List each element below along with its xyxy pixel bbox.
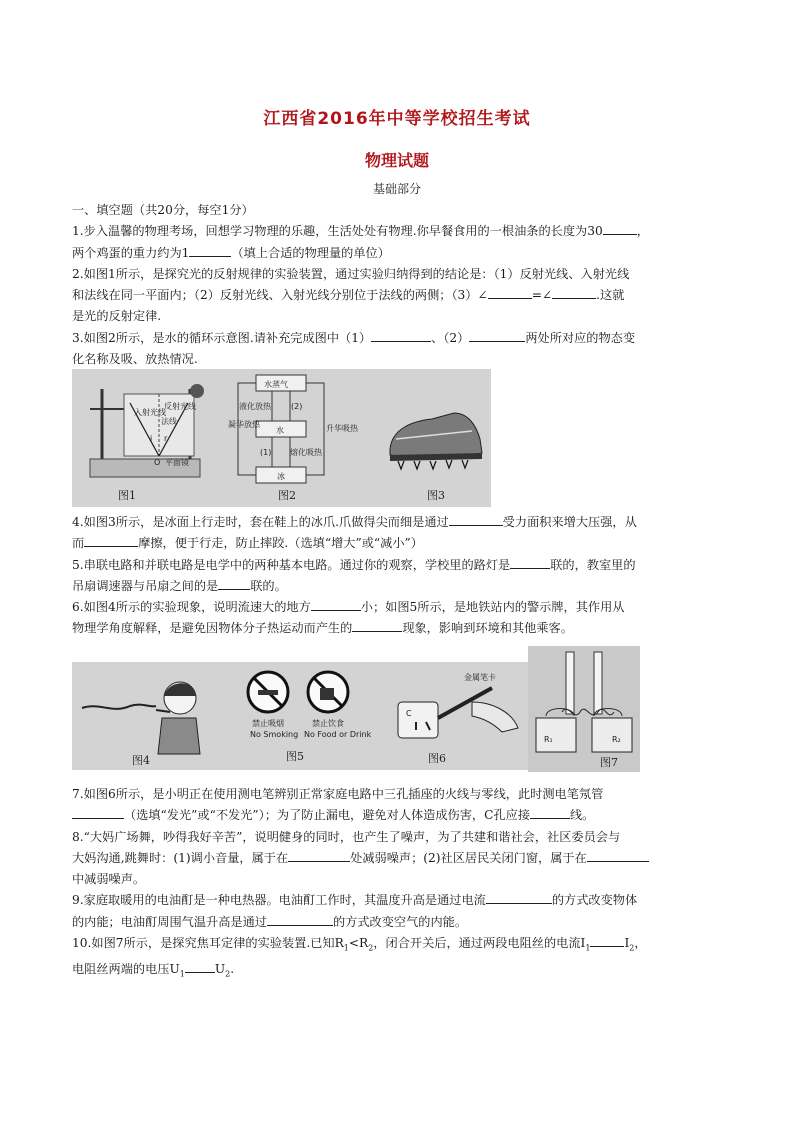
question-6-line-2: 物理学角度解释，是避免因物体分子热运动而产生的 现象，影响到环境和其他乘客。 (72, 621, 573, 636)
question-7-line-2: （选填“发光”或“不发光”）；为了防止漏电，避免对人体造成伤害，C孔应接 线。 (72, 805, 724, 826)
part-heading: 基础部分 (372, 182, 421, 196)
figure-7-joule-apparatus (528, 646, 640, 772)
question-1-line-2: 两个鸡蛋的重力约为1 （填上合适的物理量的单位） (72, 245, 390, 260)
mark-1: (1) (260, 448, 272, 457)
question-10-line-2: 电阻丝两端的电压$U_1$ $U_2$. (72, 961, 235, 979)
mirror-label: 平面镜 (165, 458, 189, 467)
no-smoking-en: No Smoking (250, 730, 299, 739)
answer-blank[interactable] (189, 245, 231, 257)
no-smoking-cn: 禁止吸烟 (252, 719, 284, 728)
answer-blank[interactable] (590, 935, 624, 947)
answer-blank[interactable] (72, 807, 124, 819)
liquefy-label: 液化放热 (239, 402, 271, 411)
figure-6-test-pen (398, 672, 518, 765)
figure-5-caption: 图5 (286, 750, 304, 763)
figure-7-caption: 图7 (600, 756, 618, 769)
question-3-line-1: 3.如图2所示，是水的循环示意图.请补充完成图中（1） 、（2） 两处所对应的物态变 (72, 330, 636, 345)
question-2-line-3: 是光的反射定律. (72, 309, 162, 324)
answer-blank[interactable] (552, 287, 596, 299)
question-4-line-2: 而 摩擦，便于行走，防止摔跤.（选填“增大”或“减小”） (72, 536, 423, 551)
socket-hole-c: C (406, 709, 412, 718)
answer-blank[interactable] (486, 892, 552, 904)
question-7-line-1: 7.如图6所示，是小明正在使用测电笔辨别正常家庭电路中三孔插座的火线与零线，此时测电笔氖管 (72, 787, 604, 801)
question-5-line-2: 吊扇调速器与吊扇之间的是 联的。 (72, 578, 287, 593)
angle-r-label: r (164, 434, 168, 443)
pen-clip-label: 金属笔卡 (464, 673, 496, 682)
water-box: 水 (276, 426, 284, 435)
figure-1-caption: 图1 (118, 489, 136, 502)
question-block-2 (72, 512, 724, 640)
melt-label: 熔化吸热 (290, 448, 322, 457)
figure-4-blowing-paper (82, 682, 200, 767)
figure-2-caption: 图2 (278, 489, 296, 502)
question-1-line-1: 1.步入温馨的物理考场，回想学习物理的乐趣，生活处处有物理.你早餐食用的一根油条的长度为30 ， (72, 224, 649, 239)
figure-strip-2 (72, 662, 528, 770)
question-2-line-2: 和法线在同一平面内；（2）反射光线、入射光线分别位于法线的两侧；（3）∠ =∠ .这就 (72, 288, 625, 303)
mark-2: (2) (291, 402, 303, 411)
answer-blank[interactable] (603, 223, 637, 235)
ice-box: 冰 (277, 472, 285, 481)
answer-blank[interactable] (530, 807, 570, 819)
answer-blank[interactable] (352, 620, 402, 632)
normal-label: 法线 (161, 417, 177, 426)
question-6-line-1: 6.如图4所示的实验现象，说明流速大的地方 小；如图5所示，是地铁站内的警示牌，其作用从 (72, 600, 625, 615)
question-4-line-1: 4.如图3所示，是冰面上行走时，套在鞋上的冰爪.爪做得尖而细是通过 受力面积来增大压强，从 (72, 515, 637, 529)
no-food-cn: 禁止饮食 (312, 719, 344, 728)
vapor-box: 水蒸气 (264, 380, 288, 389)
question-9-line-1: 9.家庭取暖用的电油酊是一种电热器。电油酊工作时，其温度升高是通过电流 的方式改变物体 (72, 893, 638, 908)
answer-blank[interactable] (84, 535, 138, 547)
question-3-line-2: 化名称及吸、放热情况. (72, 352, 198, 367)
incident-ray-label: 入射光线 (134, 408, 166, 417)
question-8-line-2: 大妈沟通,跳舞时：(1)调小音量，属于在 处减弱噪声；(2)社区居民关闭门窗，属于在 (72, 848, 724, 869)
question-10-line-1: 10.如图7所示，是探究焦耳定律的实验装置.已知$R_1<R_2$，闭合开关后，通过两段电阻丝的电流$I_1$ $I_2$， (72, 936, 647, 953)
sublimate-label: 凝华放热 (228, 420, 260, 429)
answer-blank[interactable] (488, 287, 532, 299)
answer-blank[interactable] (469, 330, 525, 342)
figure-4-caption: 图4 (132, 754, 150, 767)
answer-blank[interactable] (510, 557, 550, 569)
question-9-line-2: 的内能；电油酊周围气温升高是通过 的方式改变空气的内能。 (72, 914, 468, 929)
figure-2-water-cycle (228, 375, 359, 502)
answer-blank[interactable] (371, 330, 431, 342)
question-block-1 (72, 200, 724, 370)
answer-blank[interactable] (218, 578, 250, 590)
question-8-line-1: 8.“大妈广场舞，吵得我好辛苦”，说明健身的同时，也产生了噪声，为了共建和谐社会，社区委员会与 (72, 829, 621, 844)
answer-blank[interactable] (267, 914, 333, 926)
evaporate-label: 升华吸热 (326, 424, 358, 433)
no-food-en: No Food or Drink (304, 730, 372, 739)
exam-subtitle: 物理试题 (364, 151, 429, 170)
answer-blank[interactable] (587, 850, 649, 862)
question-2-line-1: 2.如图1所示，是探究光的反射规律的实验装置，通过实验归纳得到的结论是：（1）反射光线、入射光线 (72, 266, 630, 281)
figure-3-ice-cleat-shoe (390, 413, 482, 502)
figure-3-caption: 图3 (427, 489, 445, 502)
question-5-line-1: 5.串联电路和并联电路是电学中的两种基本电路。通过你的观察，学校里的路灯是 联的，教室里的 (72, 557, 636, 572)
figure-5-warning-signs (248, 672, 372, 763)
answer-blank[interactable] (311, 599, 361, 611)
answer-blank[interactable] (449, 514, 503, 526)
point-o-label: O (154, 458, 161, 467)
question-8-line-3: 中减弱噪声。 (72, 872, 146, 887)
figure-strip-1 (72, 369, 491, 507)
r2-label: R₂ (612, 735, 621, 744)
r1-label: R₁ (544, 735, 553, 744)
answer-blank[interactable] (185, 961, 215, 973)
section-heading: 一、填空题（共20分，每空1分） (72, 203, 254, 217)
reflected-ray-label: 反射光线 (164, 402, 196, 411)
question-block-3 (72, 784, 724, 985)
exam-title: 江西省2016年中等学校招生考试 (263, 109, 531, 129)
figure-6-caption: 图6 (428, 752, 446, 765)
angle-i-label: i (150, 434, 153, 443)
figure-1-light-reflection (90, 384, 204, 502)
answer-blank[interactable] (288, 850, 350, 862)
